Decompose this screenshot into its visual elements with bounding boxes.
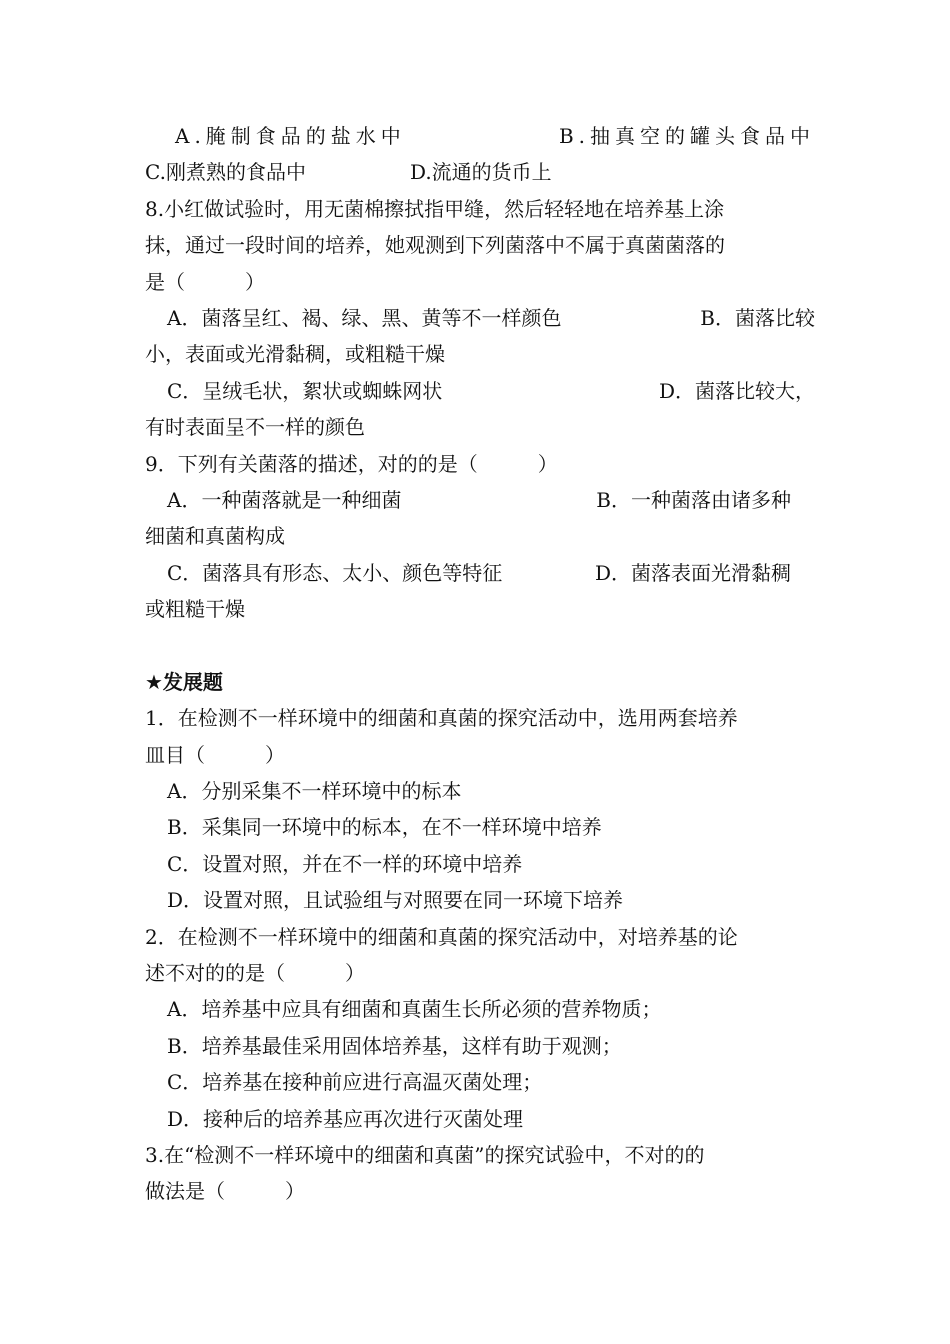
q9-option-b: B．一种菌落由诸多种 [596, 487, 791, 512]
q9-option-b-cont: 细菌和真菌构成 [145, 524, 285, 549]
d1-option-d: D．设置对照，且试验组与对照要在同一环境下培养 [167, 888, 624, 913]
q7-option-c: C.刚煮熟的食品中 [145, 160, 306, 185]
q8-options-row-2 [145, 373, 815, 409]
q8-stem-line-3: 是（ ） [145, 269, 265, 294]
d3-stem-line-2: 做法是（ ） [145, 1179, 305, 1204]
d2-option-d: D．接种后的培养基应再次进行灭菌处理 [167, 1106, 524, 1131]
d1-option-b: B．采集同一环境中的标本，在不一样环境中培养 [167, 815, 602, 840]
q8-option-c: C．呈绒毛状，絮状或蜘蛛网状 [167, 378, 443, 403]
q8-option-d: D．菌落比较大， [658, 378, 815, 403]
section-title: ★发展题 [145, 669, 223, 694]
q7-option-b: B.抽真空的罐头食品中 [558, 124, 815, 148]
d2-stem-line-2: 述不对的的是（ ） [145, 960, 365, 985]
d1-stem-line-2: 皿目（ ） [145, 742, 285, 767]
d1-option-c: C．设置对照，并在不一样的环境中培养 [167, 851, 523, 876]
d2-stem-line-1: 2．在检测不一样环境中的细菌和真菌的探究活动中，对培养基的论 [145, 924, 738, 949]
q9-option-d-cont: 或粗糙干燥 [145, 597, 245, 622]
q8-options-row-1 [145, 300, 815, 336]
q8-option-b: B．菌落比较 [700, 305, 815, 330]
q7-options-row-2 [145, 154, 815, 190]
q9-stem: 9．下列有关菌落的描述，对的的是（ ） [145, 451, 558, 476]
d1-stem-line-1: 1．在检测不一样环境中的细菌和真菌的探究活动中，选用两套培养 [145, 706, 738, 731]
q8-option-d-cont: 有时表面呈不一样的颜色 [145, 415, 365, 440]
q9-option-c: C．菌落具有形态、太小、颜色等特征 [167, 560, 503, 585]
q8-option-a: A．菌落呈红、褐、绿、黑、黄等不一样颜色 [167, 305, 562, 330]
section-gap [145, 627, 815, 663]
q8-stem-line-1: 8.小红做试验时，用无菌棉擦拭指甲缝，然后轻轻地在培养基上涂 [145, 196, 725, 221]
document-page [145, 118, 815, 1210]
q8-stem-line-2: 抹，通过一段时间的培养，她观测到下列菌落中不属于真菌菌落的 [145, 233, 725, 258]
q9-option-d: D．菌落表面光滑黏稠 [594, 560, 791, 585]
d2-option-a: A．培养基中应具有细菌和真菌生长所必须的营养物质； [167, 997, 662, 1022]
d2-option-b: B．培养基最佳采用固体培养基，这样有助于观测； [167, 1033, 622, 1058]
q9-options-row-2 [145, 555, 815, 591]
q9-option-a: A．一种菌落就是一种细菌 [167, 487, 402, 512]
q8-option-b-cont: 小，表面或光滑黏稠，或粗糙干燥 [145, 342, 445, 367]
q7-option-a: A.腌制食品的盐水中 [175, 124, 406, 148]
q7-options-row-1 [145, 118, 815, 154]
d1-option-a: A．分别采集不一样环境中的标本 [167, 779, 462, 804]
q9-options-row-1 [145, 482, 815, 518]
d3-stem-line-1: 3.在“检测不一样环境中的细菌和真菌”的探究试验中，不对的的 [145, 1142, 705, 1167]
d2-option-c: C．培养基在接种前应进行高温灭菌处理； [167, 1070, 543, 1095]
q7-option-d: D.流通的货币上 [410, 160, 552, 185]
